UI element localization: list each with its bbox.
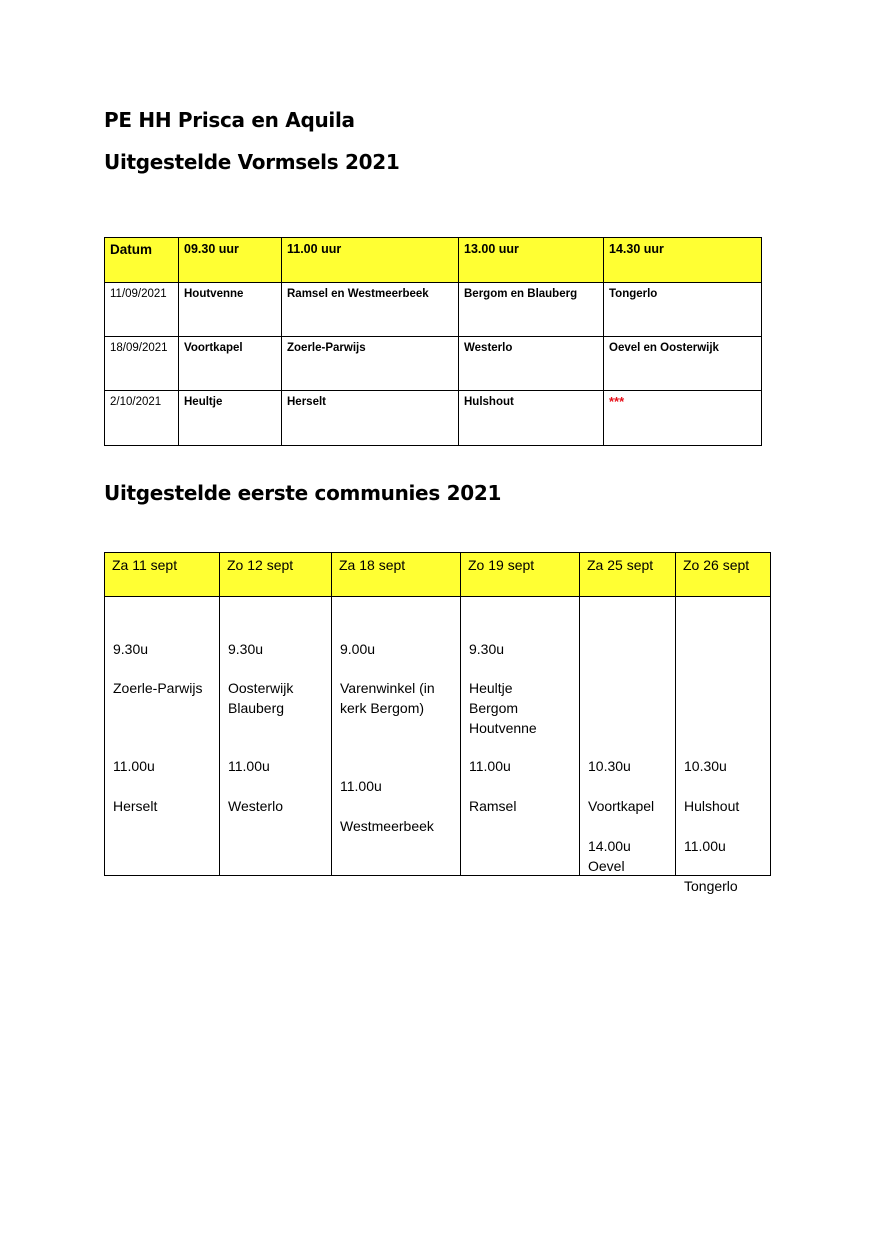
communies-title: Uitgestelde eerste communies 2021 <box>104 481 502 505</box>
vormsels-place: Hulshout <box>459 391 604 446</box>
vormsels-place: Tongerlo <box>604 283 762 337</box>
communies-header-day: Zo 19 sept <box>461 553 580 597</box>
vormsels-place: Heultje <box>179 391 282 446</box>
communion-time: 9.30u <box>228 641 264 657</box>
communies-header-day: Zo 12 sept <box>220 553 332 597</box>
communies-body-row <box>105 597 771 876</box>
communion-place: Westerlo <box>228 798 283 814</box>
vormsels-header-time: 11.00 uur <box>282 238 459 283</box>
vormsels-header-time: 09.30 uur <box>179 238 282 283</box>
vormsels-place: Ramsel en Westmeerbeek <box>282 283 459 337</box>
communion-time: 9.30u <box>113 641 149 657</box>
communies-header-row <box>105 553 771 597</box>
communies-header-day: Zo 26 sept <box>676 553 771 597</box>
vormsels-table <box>104 237 762 446</box>
vormsels-date: 2/10/2021 <box>105 391 179 446</box>
communion-place: Hulshout <box>684 798 740 814</box>
communies-table <box>104 552 771 894</box>
vormsels-date: 18/09/2021 <box>105 337 179 391</box>
table-row <box>105 337 762 391</box>
communion-place: Westmeerbeek <box>340 818 434 834</box>
communion-place: Oosterwijk <box>228 680 294 696</box>
communion-place: Voortkapel <box>588 798 655 814</box>
communion-time: 9.00u <box>340 641 376 657</box>
communion-place: Blauberg <box>228 700 285 716</box>
vormsels-date: 11/09/2021 <box>105 283 179 337</box>
communion-place: Zoerle-Parwijs <box>113 680 203 696</box>
table-row <box>105 283 762 337</box>
communion-place: Ramsel <box>469 798 517 814</box>
communies-day-cell <box>676 597 771 894</box>
vormsels-header-time: 14.30 uur <box>604 238 762 283</box>
red-asterisks: *** <box>604 391 762 446</box>
communion-time: 11.00u <box>113 758 155 774</box>
communion-time: 10.30u <box>588 758 631 774</box>
communies-header-day: Za 18 sept <box>332 553 461 597</box>
communion-time: 10.30u <box>684 758 727 774</box>
communion-place: Herselt <box>113 798 158 814</box>
communies-day-cell <box>580 597 676 876</box>
communies-header-day: Za 11 sept <box>105 553 220 597</box>
communies-day-cell <box>220 597 332 876</box>
vormsels-place: Houtvenne <box>179 283 282 337</box>
vormsels-header-time: 13.00 uur <box>459 238 604 283</box>
vormsels-header-datum: Datum <box>105 238 179 283</box>
communion-time: 11.00u <box>684 838 726 854</box>
vormsels-place: Herselt <box>282 391 459 446</box>
parish-title: PE HH Prisca en Aquila <box>104 108 355 132</box>
communion-time: 9.30u <box>469 641 505 657</box>
communion-place: Tongerlo <box>684 878 738 894</box>
communion-place: Heultje <box>469 680 513 696</box>
vormsels-place: Westerlo <box>459 337 604 391</box>
vormsels-place: Bergom en Blauberg <box>459 283 604 337</box>
vormsels-place: Zoerle-Parwijs <box>282 337 459 391</box>
communies-day-cell <box>461 597 580 876</box>
communion-place: Houtvenne <box>469 720 537 736</box>
communies-header-day: Za 25 sept <box>580 553 676 597</box>
communion-place: Bergom <box>469 700 519 716</box>
communion-time: 11.00u <box>469 758 511 774</box>
communion-place: kerk Bergom) <box>340 700 425 716</box>
communion-time: 14.00u <box>588 838 631 854</box>
table-row <box>105 391 762 446</box>
communion-place: Varenwinkel (in <box>340 680 435 696</box>
vormsels-place: Voortkapel <box>179 337 282 391</box>
vormsels-header-row <box>105 238 762 283</box>
vormsels-title: Uitgestelde Vormsels 2021 <box>104 150 400 174</box>
communion-place: Oevel <box>588 858 625 874</box>
communies-day-cell <box>105 597 220 876</box>
vormsels-place: Oevel en Oosterwijk <box>604 337 762 391</box>
communies-day-cell <box>332 597 461 876</box>
communion-time: 11.00u <box>340 778 382 794</box>
communion-time: 11.00u <box>228 758 270 774</box>
